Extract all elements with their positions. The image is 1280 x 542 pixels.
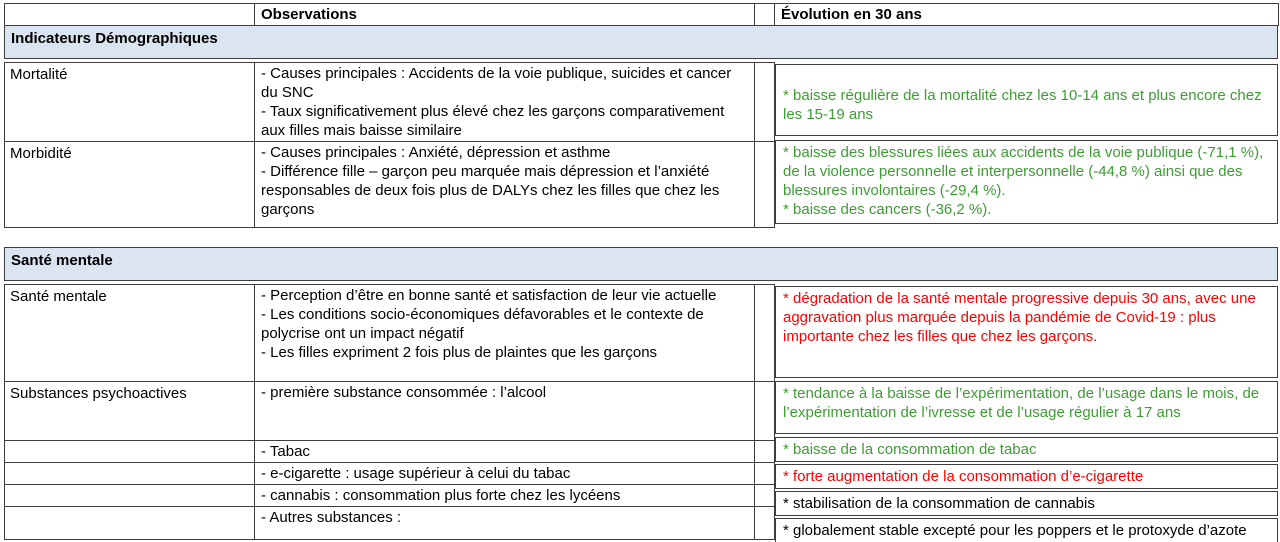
section-indicateurs-demographiques [4, 3, 1280, 228]
observations-cell [255, 507, 755, 540]
row-label [5, 485, 255, 507]
observations-table [4, 284, 775, 540]
table-row [5, 463, 775, 485]
text-line: * stabilisation de la consommation de cannabis [783, 495, 1095, 512]
table-row [5, 441, 775, 463]
spacer-cell [755, 63, 775, 142]
text-line: - Autres substances : [261, 509, 402, 526]
evolution-cell [775, 518, 1278, 542]
observations-cell [255, 485, 755, 507]
section-sante-mentale [4, 247, 1280, 542]
table-row [5, 382, 775, 441]
text-line: - première substance consommée : l’alcool [261, 384, 547, 401]
section-title-band: Indicateurs Démographiques [4, 25, 1278, 59]
text-line: * tendance à la baisse de l’expérimentation, de l’usage dans le mois, de l’expérimentation de l’ivresse et de l’usage régulier à 17 ans [783, 385, 1260, 421]
evolution-cell [775, 381, 1278, 434]
table-row [5, 507, 775, 540]
spacer-cell [755, 463, 775, 485]
text-line: * baisse des cancers (-36,2 %). [783, 201, 992, 218]
header-cell-observations: Observations [255, 4, 755, 26]
observations-cell [255, 441, 755, 463]
text-line: - e-cigarette : usage supérieur à celui du tabac [261, 465, 571, 482]
evolution-column [775, 64, 1278, 228]
text-line: * dégradation de la santé mentale progressive depuis 30 ans, avec une aggravation plus marquée depuis la pandémie de Covid-19 : plus importante chez les filles que chez les garçons. [783, 290, 1256, 345]
spacer-cell [755, 382, 775, 441]
text-line: - Causes principales : Anxiété, dépression et asthme [261, 144, 611, 161]
header-cell-empty [5, 4, 255, 26]
text-line: - Tabac [261, 443, 310, 460]
evolution-cell [775, 140, 1278, 224]
row-label: Santé mentale [5, 285, 255, 382]
observations-cell [255, 285, 755, 382]
observations-cell [255, 63, 755, 142]
text-line: - Taux significativement plus élevé chez les garçons comparativement aux filles mais baisse similaire [261, 103, 725, 139]
row-label: Mortalité [5, 63, 255, 142]
section-body [4, 62, 1280, 228]
text-line: * forte augmentation de la consommation d’e-cigarette [783, 468, 1144, 485]
observations-cell [255, 142, 755, 228]
text-line: - Les conditions socio-économiques défavorables et le contexte de polycrise ont un impact négatif [261, 306, 704, 342]
section-body [4, 284, 1280, 542]
text-line: * globalement stable excepté pour les poppers et le protoxyde d’azote [783, 522, 1247, 539]
section-title-band: Santé mentale [4, 247, 1278, 281]
text-line: - Causes principales : Accidents de la voie publique, suicides et cancer du SNC [261, 65, 732, 101]
table-row [5, 63, 775, 142]
text-line: * baisse des blessures liées aux accidents de la voie publique (-71,1 %), de la violence personnelle et interpersonnelle (-44,8 %) ainsi que des blessures involontaires (-29,4 %). [783, 144, 1264, 199]
table-row [5, 485, 775, 507]
text-line: * baisse de la consommation de tabac [783, 441, 1037, 458]
row-label [5, 441, 255, 463]
text-line: - Perception d’être en bonne santé et satisfaction de leur vie actuelle [261, 287, 717, 304]
text-line: - Les filles expriment 2 fois plus de plaintes que les garçons [261, 344, 658, 361]
spacer-cell [755, 4, 775, 26]
evolution-column [775, 286, 1278, 542]
observations-cell [255, 463, 755, 485]
text-line: * baisse régulière de la mortalité chez les 10-14 ans et plus encore chez les 15-19 ans [783, 87, 1262, 123]
spacer-cell [755, 441, 775, 463]
evolution-cell [775, 64, 1278, 136]
spacer-cell [755, 142, 775, 228]
observations-cell [255, 382, 755, 441]
spacer-cell [755, 485, 775, 507]
evolution-cell [775, 491, 1278, 516]
observations-table [4, 62, 775, 228]
row-label: Substances psychoactives [5, 382, 255, 441]
table-row [5, 285, 775, 382]
header-cell-evolution: Évolution en 30 ans [775, 4, 1279, 26]
spacer-cell [755, 507, 775, 540]
evolution-cell [775, 286, 1278, 378]
text-line: - cannabis : consommation plus forte chez les lycéens [261, 487, 621, 504]
column-header-row [4, 3, 1279, 26]
row-label: Morbidité [5, 142, 255, 228]
evolution-cell [775, 464, 1278, 489]
spacer-cell [755, 285, 775, 382]
row-label [5, 463, 255, 485]
table-row [5, 142, 775, 228]
evolution-cell [775, 437, 1278, 462]
text-line: - Différence fille – garçon peu marquée mais dépression et l’anxiété responsables de deux fois plus de DALYs chez les filles que chez les garçons [261, 163, 720, 218]
row-label [5, 507, 255, 540]
